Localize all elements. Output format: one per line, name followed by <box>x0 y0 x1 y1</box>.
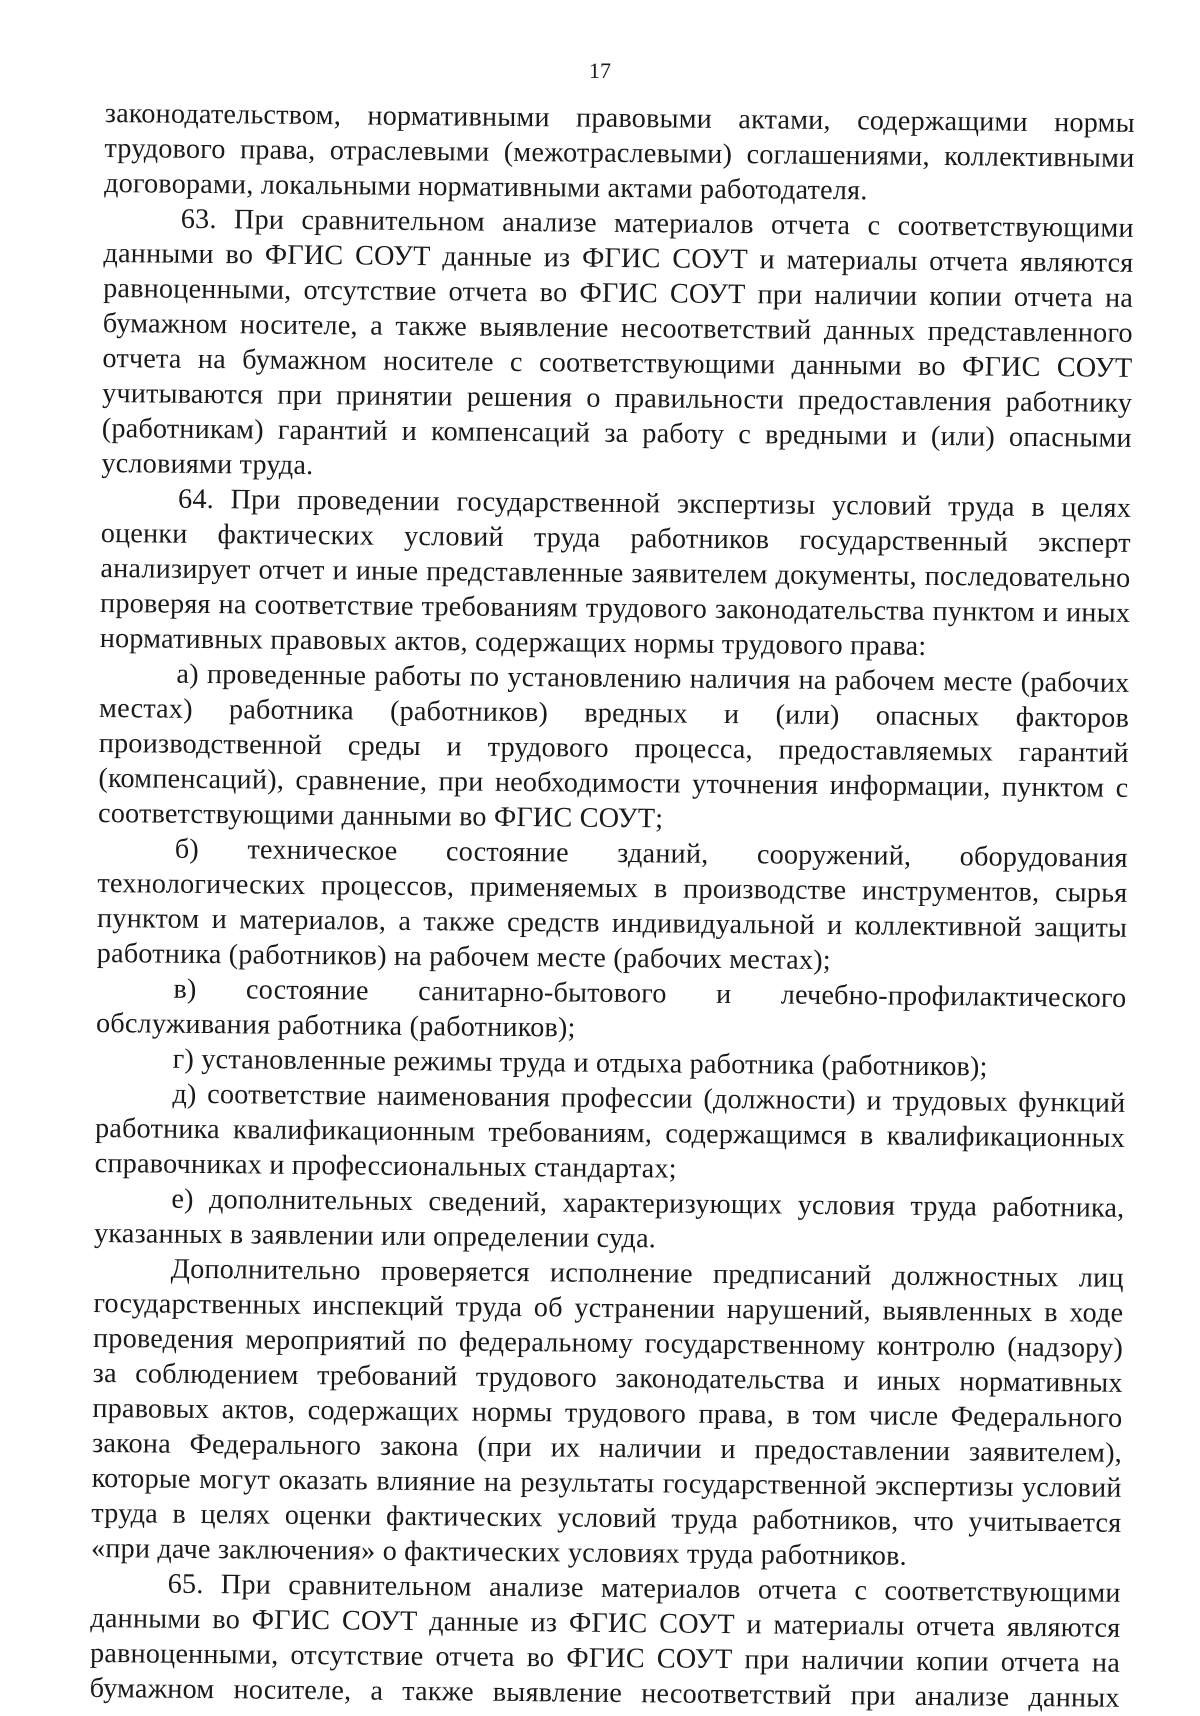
subitem-v: в) состояние санитарно-бытового и лечебно-профилактического обслуживания работника (работников); <box>95 973 1127 1044</box>
subitem-d: д) соответствие наименования профессии (должности) и трудовых функций работника квалификационным требованиям, содержащимся в квалификационных справочниках и профессиональных стандартах; <box>94 1078 1126 1185</box>
subitem-g: г) установленные режимы труда и отдыха работника (работников); <box>172 1043 988 1083</box>
subitem-b: б) техническое состояние зданий, сооружений, оборудования технологических процессов, применяемых в производстве инструментов, сырья пунктом и материалов, а также средств индивидуальной и коллективной защиты работника (работников) на рабочем месте (рабочих местах); <box>96 833 1128 977</box>
document-body <box>90 96 1135 1716</box>
paragraph-continuation: законодательством, нормативными правовыми актами, содержащими нормы трудового права, отраслевыми (межотраслевыми) соглашениями, коллективными договорами, локальными нормативными актами работодателя. <box>104 97 1135 207</box>
paragraph-item-64: 64. При проведении государственной экспертизы условий труда в целях оценки фактических условий труда работников государственный эксперт анализирует отчет и иные представленные заявителем документы, последовательно проверяя на соответствие требованиям трудового законодательства пунктом и иных нормативных правовых актов, содержащих нормы трудового права: <box>99 483 1132 662</box>
paragraph-additional-check: Дополнительно проверяется исполнение предписаний должностных лиц государственных инспекций труда об устранении нарушений, выявленных в ходе проведения мероприятий по федеральному государственному контролю (надзору) за соблюдением требований трудового законодательства и иных нормативных правовых актов, содержащих нормы трудового права, в том числе Федерального закона Федерального закона (при их наличии и предоставлении заявителем), которые могут оказать влияние на результаты государственной экспертизы условий труда в целях оценки фактических условий труда работников, что учитывается «при даче заключения» о фактических условиях труда работников. <box>90 1253 1124 1572</box>
page-number: 17 <box>589 58 611 83</box>
paragraph-item-63: 63. При сравнительном анализе материалов отчета с соответствующими данными во ФГИС СОУТ данные из ФГИС СОУТ и материалы отчета являются равноценными, отсутствие отчета во ФГИС СОУТ при наличии копии отчета на бумажном носителе, а также выявление несоответствий данных представленного отчета на бумажном носителе с соответствующими данными во ФГИС СОУТ учитываются при принятии решения о правильности предоставления работнику (работникам) гарантий и компенсаций за работу с вредными и (или) опасными условиями труда. <box>101 203 1134 482</box>
subitem-e: е) дополнительных сведений, характеризующих условия труда работника, указанных в заявлении или определении суда. <box>93 1183 1125 1255</box>
paragraph-item-65: 65. При сравнительном анализе материалов отчета с соответствующими данными во ФГИС СОУТ данные из ФГИС СОУТ и материалы отчета являются равноценными, отсутствие отчета во ФГИС СОУТ при наличии копии отчета на бумажном носителе, а также выявление несоответствий при анализе данных <box>89 1568 1121 1714</box>
subitem-a: а) проведенные работы по установлению наличия на рабочем месте (рабочих местах) работника (работников) вредных и (или) опасных факторов производственной среды и трудового процесса, предоставляемых гарантий (компенсаций), сравнение, при необходимости уточнения информации, пунктом с соответствующими данными во ФГИС СОУТ; <box>97 658 1130 835</box>
